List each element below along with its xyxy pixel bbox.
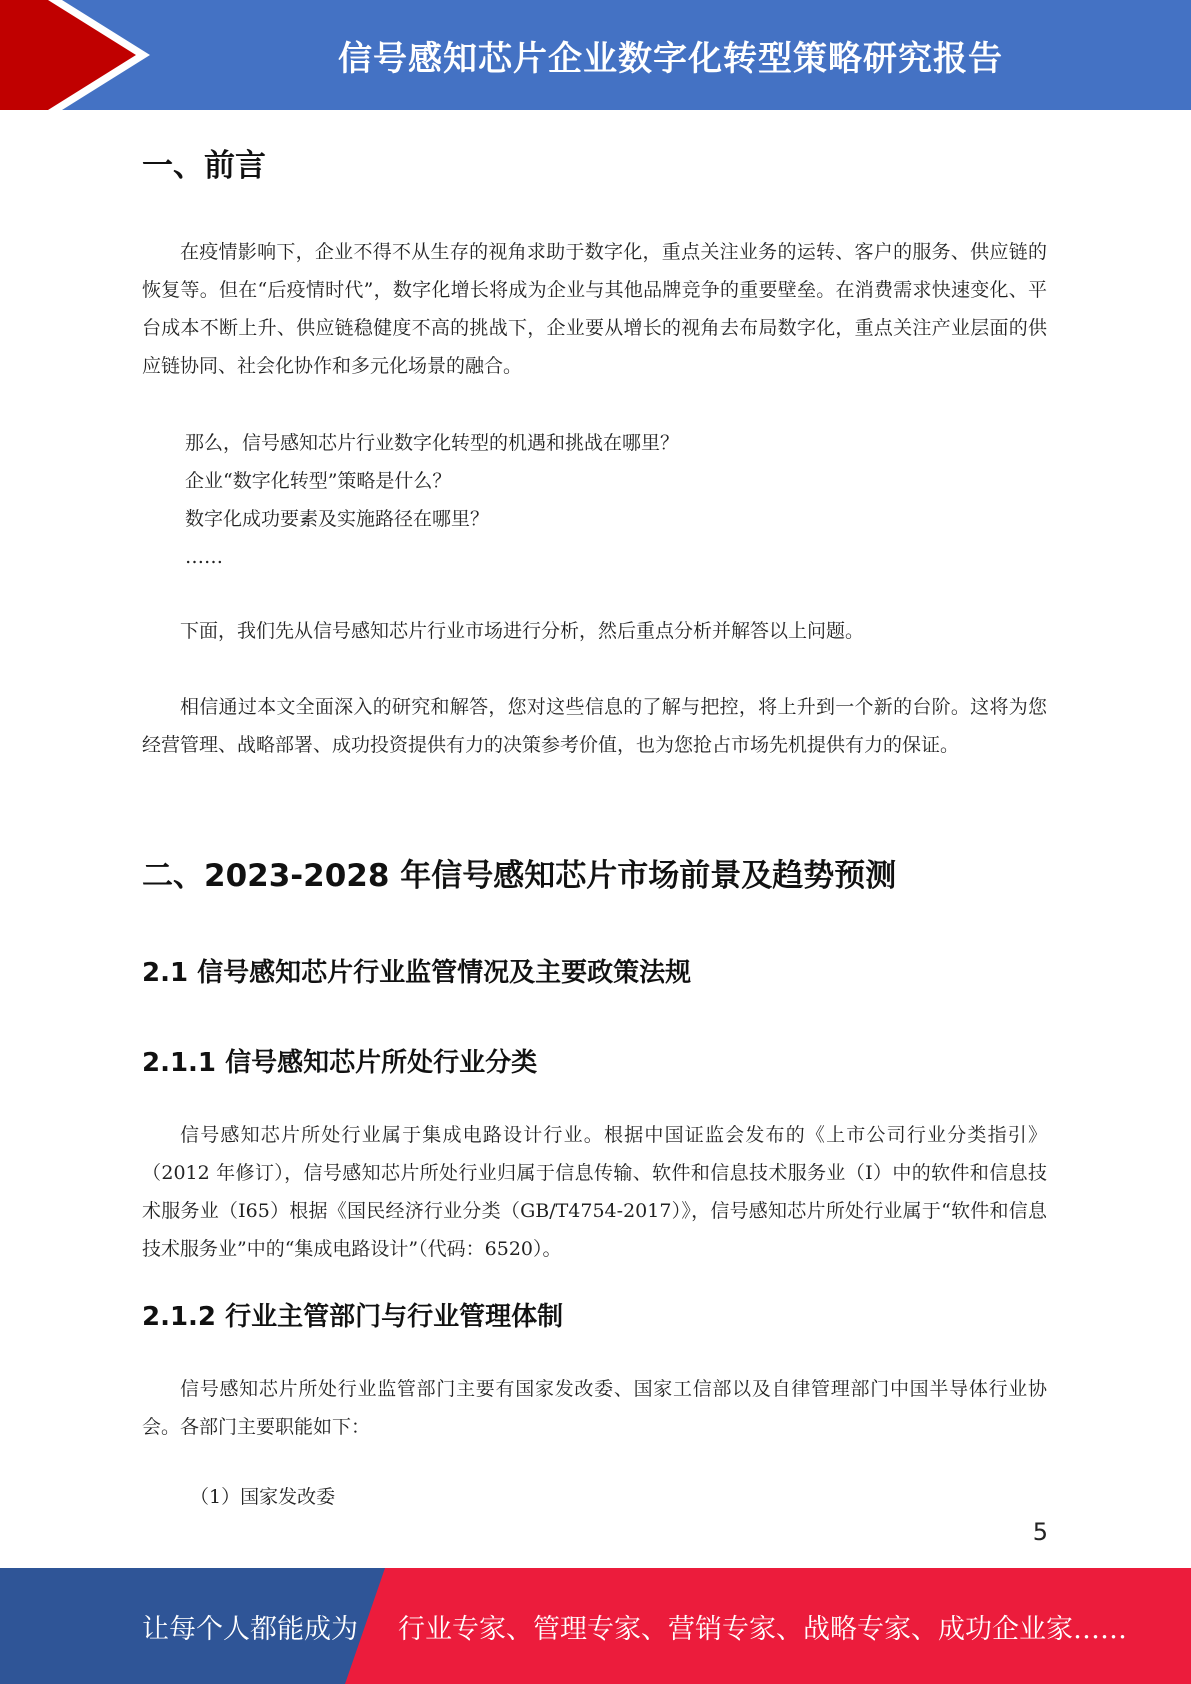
question-1: 那么，信号感知芯片行业数字化转型的机遇和挑战在哪里？ <box>185 432 680 454</box>
section-1-title: 一、前言 <box>142 148 266 184</box>
question-3: 数字化成功要素及实施路径在哪里？ <box>185 508 490 530</box>
report-footer <box>0 1568 1191 1684</box>
page-number: 5 <box>1032 1518 1048 1546</box>
report-title: 信号感知芯片企业数字化转型策略研究报告 <box>338 38 1003 79</box>
footer-slogan-right: 行业专家、管理专家、营销专家、战略专家、成功企业家…… <box>398 1613 1127 1645</box>
classification-paragraph: 信号感知芯片所处行业属于集成电路设计行业。根据中国证监会发布的《上市公司行业分类指引》（2012 年修订），信号感知芯片所处行业归属于信息传输、软件和信息技术服务业（I）中的软件和信息技术服务业（I65）根据《国民经济行业分类（GB/T4754-2017）》，信号感知芯片所处行业属于“软件和信息技术服务业”中的“集成电路设计”（代码：6520）。 <box>142 1124 1047 1260</box>
heading-2-1-1: 2.1.1 信号感知芯片所处行业分类 <box>142 1048 538 1078</box>
question-2: 企业“数字化转型”策略是什么？ <box>185 470 452 492</box>
heading-2-1: 2.1 信号感知芯片行业监管情况及主要政策法规 <box>142 958 692 988</box>
header-chevron-decoration <box>0 0 160 110</box>
footer-slogan-left: 让每个人都能成为 <box>142 1613 358 1645</box>
next-paragraph: 下面，我们先从信号感知芯片行业市场进行分析，然后重点分析并解答以上问题。 <box>180 620 865 642</box>
section-2-title: 二、2023-2028 年信号感知芯片市场前景及趋势预测 <box>142 858 897 894</box>
believe-paragraph: 相信通过本文全面深入的研究和解答，您对这些信息的了解与把控，将上升到一个新的台阶。这将为您经营管理、战略部署、成功投资提供有力的决策参考价值，也为您抢占市场先机提供有力的保证。 <box>142 696 1047 756</box>
question-list <box>142 424 679 576</box>
departments-paragraph: 信号感知芯片所处行业监管部门主要有国家发改委、国家工信部以及自律管理部门中国半导体行业协会。各部门主要职能如下： <box>142 1378 1047 1438</box>
question-ellipsis: …… <box>185 546 223 568</box>
report-header <box>0 0 1191 110</box>
list-item-ndrc: （1）国家发改委 <box>190 1486 336 1508</box>
intro-paragraph: 在疫情影响下，企业不得不从生存的视角求助于数字化，重点关注业务的运转、客户的服务、供应链的恢复等。但在“后疫情时代”，数字化增长将成为企业与其他品牌竞争的重要壁垒。在消费需求快速变化、平台成本不断上升、供应链稳健度不高的挑战下，企业要从增长的视角去布局数字化，重点关注产业层面的供应链协同、社会化协作和多元化场景的融合。 <box>142 241 1047 377</box>
heading-2-1-2: 2.1.2 行业主管部门与行业管理体制 <box>142 1302 564 1332</box>
